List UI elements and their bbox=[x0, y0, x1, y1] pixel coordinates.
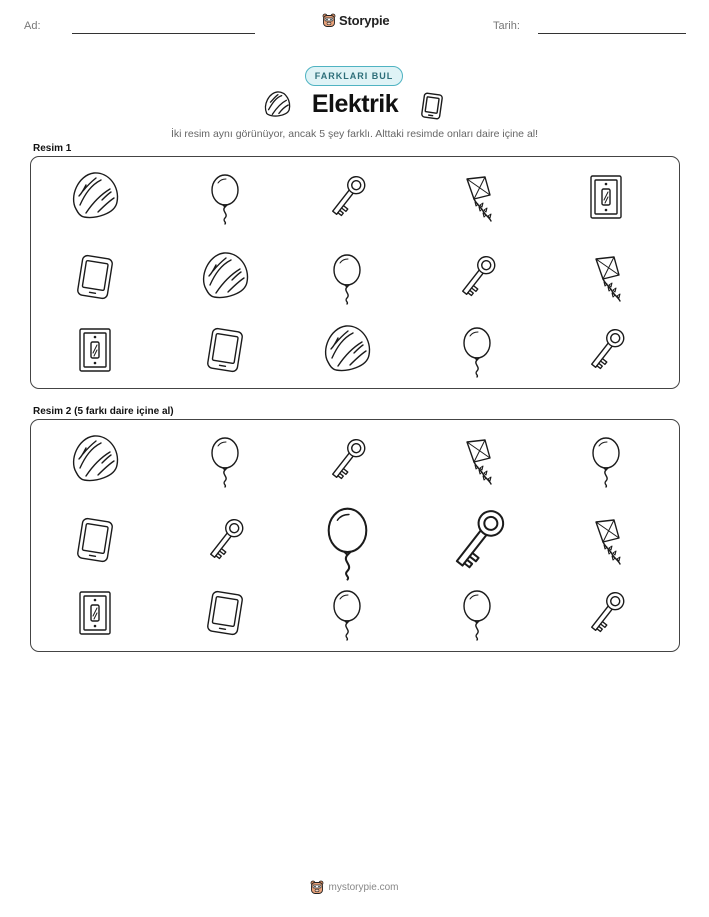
picture2-item-kite[interactable] bbox=[578, 512, 634, 568]
balloon-icon bbox=[578, 432, 634, 488]
key-icon bbox=[437, 500, 518, 581]
key-icon bbox=[319, 169, 375, 225]
picture1-item-kite bbox=[449, 169, 505, 225]
picture2-item-light-switch[interactable] bbox=[67, 585, 123, 641]
key-icon bbox=[197, 512, 253, 568]
light-switch-icon bbox=[67, 322, 123, 378]
balloon-icon bbox=[319, 585, 375, 641]
rock-icon bbox=[197, 249, 253, 305]
picture2-item-tablet[interactable] bbox=[197, 585, 253, 641]
balloon-icon bbox=[197, 169, 253, 225]
picture2-item-balloon[interactable] bbox=[319, 585, 375, 641]
light-switch-icon bbox=[578, 169, 634, 225]
picture1-item-key bbox=[578, 322, 634, 378]
tablet-icon bbox=[197, 322, 253, 378]
balloon-icon bbox=[319, 249, 375, 305]
picture2-panel[interactable] bbox=[30, 419, 680, 652]
picture2-item-balloon[interactable] bbox=[197, 432, 253, 488]
bear-mascot-icon bbox=[322, 13, 336, 28]
picture1-item-tablet bbox=[197, 322, 253, 378]
picture1-item-tablet bbox=[67, 249, 123, 305]
name-line bbox=[72, 33, 255, 34]
title-tablet-icon bbox=[420, 92, 444, 120]
picture1-item-rock bbox=[67, 169, 123, 225]
picture1-item-key bbox=[449, 249, 505, 305]
kite-icon bbox=[449, 169, 505, 225]
picture1-label: Resim 1 bbox=[33, 143, 72, 154]
tablet-icon bbox=[197, 585, 253, 641]
storypie-logo bbox=[322, 13, 389, 28]
date-line bbox=[538, 33, 686, 34]
picture2-item-key[interactable] bbox=[319, 432, 375, 488]
rock-icon bbox=[67, 432, 123, 488]
picture1-item-balloon bbox=[319, 249, 375, 305]
picture1-item-kite bbox=[578, 249, 634, 305]
picture1-item-light-switch bbox=[67, 322, 123, 378]
instructions: İki resim aynı görünüyor, ancak 5 şey farklı. Alttaki resimde onları daire içine al! bbox=[170, 128, 539, 140]
picture1-panel bbox=[30, 156, 680, 389]
balloon-icon bbox=[197, 432, 253, 488]
picture2-item-balloon[interactable] bbox=[307, 500, 388, 581]
picture1-item-rock bbox=[319, 322, 375, 378]
picture2-item-balloon[interactable] bbox=[578, 432, 634, 488]
page-title: Elektrik bbox=[311, 90, 399, 118]
activity-badge: FARKLARI BUL bbox=[305, 66, 403, 86]
picture1-item-key bbox=[319, 169, 375, 225]
key-icon bbox=[578, 585, 634, 641]
rock-icon bbox=[319, 322, 375, 378]
balloon-icon bbox=[449, 322, 505, 378]
footer-site: mystorypie.com bbox=[328, 882, 399, 893]
balloon-icon bbox=[307, 500, 388, 581]
picture2-item-rock[interactable] bbox=[67, 432, 123, 488]
picture2-item-key[interactable] bbox=[197, 512, 253, 568]
rock-icon bbox=[67, 169, 123, 225]
picture1-item-rock bbox=[197, 249, 253, 305]
picture2-label: Resim 2 (5 farkı daire içine al) bbox=[33, 406, 174, 417]
kite-icon bbox=[449, 432, 505, 488]
date-label: Tarih: bbox=[493, 20, 520, 32]
name-label: Ad: bbox=[24, 20, 41, 32]
kite-icon bbox=[578, 512, 634, 568]
bear-mascot-icon bbox=[310, 880, 324, 895]
picture1-item-balloon bbox=[449, 322, 505, 378]
picture2-item-tablet[interactable] bbox=[67, 512, 123, 568]
picture1-item-light-switch bbox=[578, 169, 634, 225]
light-switch-icon bbox=[67, 585, 123, 641]
picture2-item-balloon[interactable] bbox=[449, 585, 505, 641]
key-icon bbox=[449, 249, 505, 305]
tablet-icon bbox=[67, 512, 123, 568]
tablet-icon bbox=[67, 249, 123, 305]
picture2-item-key[interactable] bbox=[578, 585, 634, 641]
kite-icon bbox=[578, 249, 634, 305]
footer bbox=[0, 880, 709, 895]
balloon-icon bbox=[449, 585, 505, 641]
key-icon bbox=[578, 322, 634, 378]
picture2-item-key[interactable] bbox=[437, 500, 518, 581]
picture1-item-balloon bbox=[197, 169, 253, 225]
brand-name: Storypie bbox=[339, 13, 390, 28]
key-icon bbox=[319, 432, 375, 488]
title-rock-icon bbox=[262, 90, 292, 120]
picture2-item-kite[interactable] bbox=[449, 432, 505, 488]
